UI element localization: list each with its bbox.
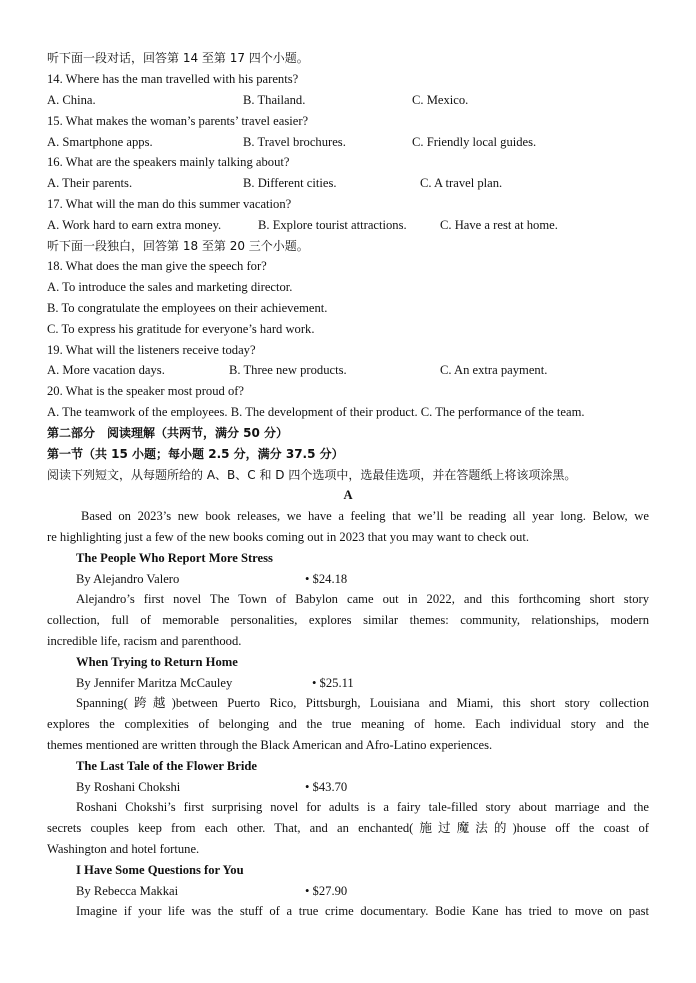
part2-heading: 第二部分 阅读理解（共两节，满分 50 分） <box>47 426 289 440</box>
book-description-line: incredible life, racism and parenthood. <box>47 634 242 648</box>
question-14-stem: 14. Where has the man travelled with his parents? <box>47 72 299 86</box>
option-a: A. More vacation days. <box>47 363 165 377</box>
question-18-option-c: C. To express his gratitude for everyone’s hard work. <box>47 322 315 336</box>
book-description-line: Spanning(跨越)between Puerto Rico, Pittsburgh, Louisiana and Miami, this short story collection <box>76 696 649 710</box>
book-price: • $27.90 <box>305 884 348 898</box>
option-b: B. Thailand. <box>243 93 306 107</box>
listening-intro-14-17: 听下面一段对话，回答第 14 至第 17 四个小题。 <box>47 51 309 65</box>
question-17-stem: 17. What will the man do this summer vacation? <box>47 197 292 211</box>
passage-intro-line-2: re highlighting just a few of the new books coming out in 2023 that you may want to check out. <box>47 530 529 544</box>
book-title: When Trying to Return Home <box>76 655 238 669</box>
question-16-stem: 16. What are the speakers mainly talking about? <box>47 155 290 169</box>
book-description-line: explores the complexities of belonging and the true meaning of home. Each individual story and the <box>47 717 649 731</box>
part2-section1-heading: 第一节（共 15 小题；每小题 2.5 分，满分 37.5 分） <box>47 447 344 461</box>
question-20-stem: 20. What is the speaker most proud of? <box>47 384 245 398</box>
option-a: A. Work hard to earn extra money. <box>47 218 222 232</box>
book-title: The People Who Report More Stress <box>76 551 273 565</box>
option-b: B. Different cities. <box>243 176 337 190</box>
option-b: B. Three new products. <box>229 363 347 377</box>
option-c: C. Friendly local guides. <box>412 135 537 149</box>
question-18-stem: 18. What does the man give the speech for? <box>47 259 267 273</box>
book-price: • $43.70 <box>305 780 348 794</box>
listening-intro-18-20: 听下面一段独白，回答第 18 至第 20 三个小题。 <box>47 239 309 253</box>
book-description-line: collection, full of memorable personalities, explores similar themes: community, relationships, modern <box>47 613 649 627</box>
book-description-line: Imagine if your life was the stuff of a true crime documentary. Bodie Kane has tried to move on past <box>76 904 649 918</box>
book-title: I Have Some Questions for You <box>76 863 244 877</box>
option-b: B. Explore tourist attractions. <box>258 218 407 232</box>
book-price: • $25.11 <box>312 676 354 690</box>
reading-instructions: 阅读下列短文，从每题所给的 A、B、C 和 D 四个选项中，选最佳选项，并在答题纸上将该项涂黑。 <box>47 468 577 482</box>
question-18-option-b: B. To congratulate the employees on their achievement. <box>47 301 328 315</box>
question-20-options: A. The teamwork of the employees. B. The development of their product. C. The performance of the team. <box>47 405 585 419</box>
option-c: C. Have a rest at home. <box>440 218 558 232</box>
option-b: B. Travel brochures. <box>243 135 346 149</box>
book-author: By Rebecca Makkai <box>76 884 179 898</box>
option-c: C. An extra payment. <box>440 363 548 377</box>
option-a: A. Their parents. <box>47 176 133 190</box>
passage-label: A <box>343 488 353 502</box>
question-18-option-a: A. To introduce the sales and marketing director. <box>47 280 293 294</box>
book-title: The Last Tale of the Flower Bride <box>76 759 257 773</box>
book-author: By Alejandro Valero <box>76 572 180 586</box>
book-price: • $24.18 <box>305 572 348 586</box>
book-description-line: secrets couples keep from each other. That, and an enchanted(施过魔法的)house off the coast of <box>47 821 649 835</box>
book-author: By Roshani Chokshi <box>76 780 181 794</box>
question-19-stem: 19. What will the listeners receive today? <box>47 343 256 357</box>
book-description-line: Alejandro’s first novel The Town of Babylon came out in 2022, and this forthcoming short story <box>76 592 649 606</box>
book-author: By Jennifer Maritza McCauley <box>76 676 233 690</box>
book-description-line: Roshani Chokshi’s first surprising novel for adults is a fairy tale-filled story about marriage and the <box>76 800 649 814</box>
book-description-line: Washington and hotel fortune. <box>47 842 200 856</box>
passage-intro-line-1: Based on 2023’s new book releases, we have a feeling that we’ll be reading all year long. Below, we <box>81 509 649 523</box>
option-c: C. A travel plan. <box>420 176 503 190</box>
option-a: A. China. <box>47 93 96 107</box>
option-c: C. Mexico. <box>412 93 469 107</box>
book-description-line: themes mentioned are written through the Black American and Afro-Latino experiences. <box>47 738 493 752</box>
option-a: A. Smartphone apps. <box>47 135 153 149</box>
question-15-stem: 15. What makes the woman’s parents’ travel easier? <box>47 114 309 128</box>
